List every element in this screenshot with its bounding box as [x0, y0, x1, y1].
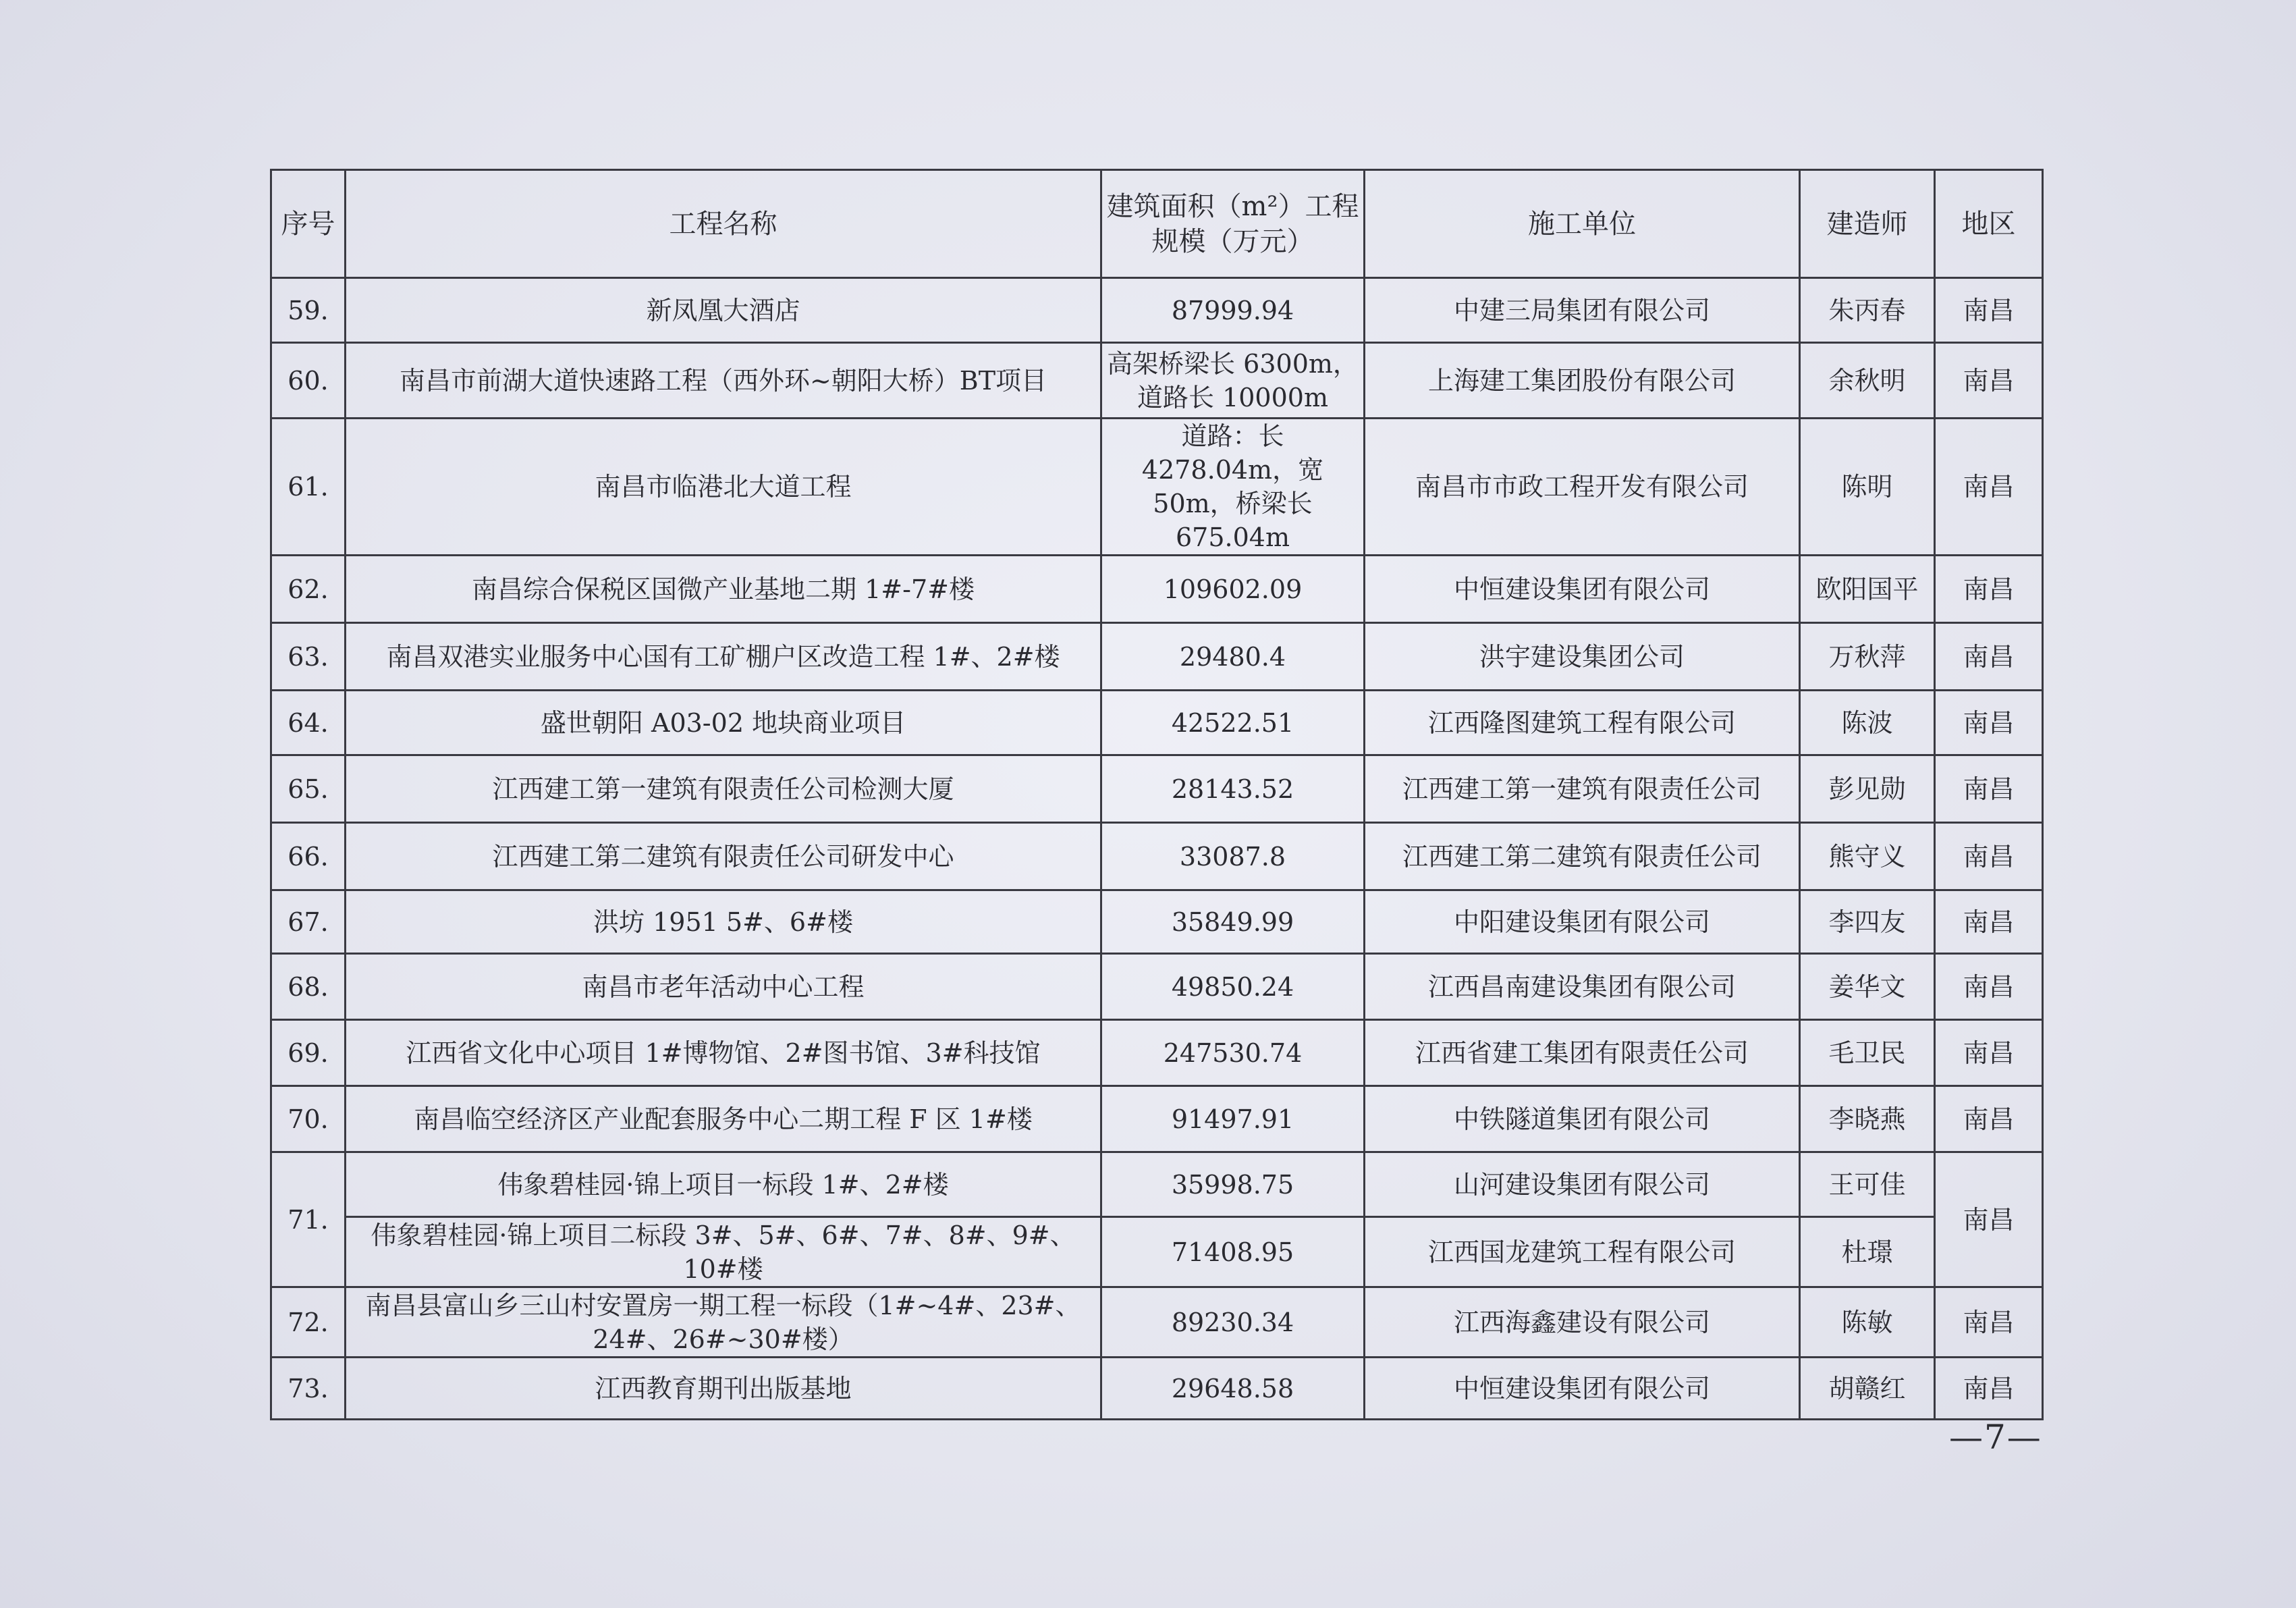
row-project-name: 南昌市临港北大道工程 [346, 419, 1101, 556]
row-scale: 35998.75 [1101, 1152, 1365, 1217]
row-scale: 29648.58 [1101, 1358, 1365, 1420]
row-contractor: 江西隆图建筑工程有限公司 [1365, 691, 1800, 755]
row-contractor: 上海建工集团股份有限公司 [1365, 343, 1800, 419]
project-table [270, 169, 2044, 1420]
row-seq: 69. [271, 1020, 346, 1086]
header-builder: 建造师 [1800, 170, 1935, 278]
row-scale: 247530.74 [1101, 1020, 1365, 1086]
row-builder: 杜璟 [1800, 1217, 1935, 1287]
header-region: 地区 [1935, 170, 2043, 278]
table-row [271, 1020, 2043, 1086]
row-region: 南昌 [1935, 823, 2043, 890]
row-seq: 72. [271, 1287, 346, 1358]
row-project-name: 江西教育期刊出版基地 [346, 1358, 1101, 1420]
table-row [271, 343, 2043, 419]
row-builder: 陈明 [1800, 419, 1935, 556]
row-builder: 余秋明 [1800, 343, 1935, 419]
table-row [271, 556, 2043, 623]
row-project-name: 江西省文化中心项目 1#博物馆、2#图书馆、3#科技馆 [346, 1020, 1101, 1086]
row-scale: 道路：长 4278.04m，宽 50m，桥梁长 675.04m [1101, 419, 1365, 556]
table-row [271, 755, 2043, 823]
table-row [271, 1217, 2043, 1287]
header-seq: 序号 [271, 170, 346, 278]
row-project-name: 江西建工第一建筑有限责任公司检测大厦 [346, 755, 1101, 823]
row-contractor: 中阳建设集团有限公司 [1365, 890, 1800, 954]
row-scale: 109602.09 [1101, 556, 1365, 623]
row-scale: 89230.34 [1101, 1287, 1365, 1358]
row-scale: 42522.51 [1101, 691, 1365, 755]
header-scale: 建筑面积（m²）工程规模（万元） [1101, 170, 1365, 278]
row-region: 南昌 [1935, 1020, 2043, 1086]
row-project-name: 南昌市前湖大道快速路工程（西外环~朝阳大桥）BT项目 [346, 343, 1101, 419]
row-builder: 陈波 [1800, 691, 1935, 755]
row-scale: 71408.95 [1101, 1217, 1365, 1287]
row-builder: 李四友 [1800, 890, 1935, 954]
row-contractor: 江西建工第一建筑有限责任公司 [1365, 755, 1800, 823]
row-seq: 64. [271, 691, 346, 755]
row-seq: 73. [271, 1358, 346, 1420]
row-seq: 60. [271, 343, 346, 419]
row-region: 南昌 [1935, 556, 2043, 623]
row-project-name: 新凤凰大酒店 [346, 278, 1101, 343]
row-builder: 熊守义 [1800, 823, 1935, 890]
row-region: 南昌 [1935, 278, 2043, 343]
row-seq: 62. [271, 556, 346, 623]
table-row [271, 1287, 2043, 1358]
row-builder: 姜华文 [1800, 954, 1935, 1020]
row-contractor: 中恒建设集团有限公司 [1365, 1358, 1800, 1420]
row-contractor: 江西建工第二建筑有限责任公司 [1365, 823, 1800, 890]
header-project-name: 工程名称 [346, 170, 1101, 278]
row-builder: 胡赣红 [1800, 1358, 1935, 1420]
row-region: 南昌 [1935, 954, 2043, 1020]
row-project-name: 南昌双港实业服务中心国有工矿棚户区改造工程 1#、2#楼 [346, 623, 1101, 691]
row-contractor: 山河建设集团有限公司 [1365, 1152, 1800, 1217]
row-project-name: 南昌临空经济区产业配套服务中心二期工程 F 区 1#楼 [346, 1086, 1101, 1152]
row-scale: 28143.52 [1101, 755, 1365, 823]
row-contractor: 江西国龙建筑工程有限公司 [1365, 1217, 1800, 1287]
table-row [271, 1152, 2043, 1217]
header-contractor: 施工单位 [1365, 170, 1800, 278]
row-seq: 71. [271, 1152, 346, 1287]
row-scale: 91497.91 [1101, 1086, 1365, 1152]
row-builder: 毛卫民 [1800, 1020, 1935, 1086]
row-builder: 欧阳国平 [1800, 556, 1935, 623]
row-contractor: 洪宇建设集团公司 [1365, 623, 1800, 691]
row-seq: 61. [271, 419, 346, 556]
row-project-name: 南昌市老年活动中心工程 [346, 954, 1101, 1020]
row-builder: 朱丙春 [1800, 278, 1935, 343]
table-row [271, 1086, 2043, 1152]
row-region: 南昌 [1935, 755, 2043, 823]
row-seq: 70. [271, 1086, 346, 1152]
row-region: 南昌 [1935, 1086, 2043, 1152]
table-row [271, 1358, 2043, 1420]
row-project-name: 南昌县富山乡三山村安置房一期工程一标段（1#~4#、23#、24#、26#~30#楼） [346, 1287, 1101, 1358]
row-region: 南昌 [1935, 343, 2043, 419]
header-row [271, 170, 2043, 278]
row-project-name: 伟象碧桂园·锦上项目一标段 1#、2#楼 [346, 1152, 1101, 1217]
row-project-name: 盛世朝阳 A03-02 地块商业项目 [346, 691, 1101, 755]
row-contractor: 中铁隧道集团有限公司 [1365, 1086, 1800, 1152]
row-builder: 万秋萍 [1800, 623, 1935, 691]
table-row [271, 623, 2043, 691]
page-number: —7— [1949, 1418, 2042, 1457]
row-seq: 59. [271, 278, 346, 343]
row-project-name: 南昌综合保税区国微产业基地二期 1#-7#楼 [346, 556, 1101, 623]
row-seq: 65. [271, 755, 346, 823]
table-row [271, 954, 2043, 1020]
row-builder: 王可佳 [1800, 1152, 1935, 1217]
row-contractor: 南昌市市政工程开发有限公司 [1365, 419, 1800, 556]
row-scale: 29480.4 [1101, 623, 1365, 691]
table-row [271, 823, 2043, 890]
row-region: 南昌 [1935, 691, 2043, 755]
row-project-name: 伟象碧桂园·锦上项目二标段 3#、5#、6#、7#、8#、9#、10#楼 [346, 1217, 1101, 1287]
row-contractor: 江西省建工集团有限责任公司 [1365, 1020, 1800, 1086]
row-contractor: 中建三局集团有限公司 [1365, 278, 1800, 343]
table-body [271, 170, 2043, 1420]
row-region: 南昌 [1935, 1152, 2043, 1287]
row-project-name: 洪坊 1951 5#、6#楼 [346, 890, 1101, 954]
table-row [271, 691, 2043, 755]
row-contractor: 江西海鑫建设有限公司 [1365, 1287, 1800, 1358]
row-scale: 高架桥梁长 6300m，道路长 10000m [1101, 343, 1365, 419]
row-scale: 35849.99 [1101, 890, 1365, 954]
row-scale: 33087.8 [1101, 823, 1365, 890]
row-seq: 63. [271, 623, 346, 691]
row-project-name: 江西建工第二建筑有限责任公司研发中心 [346, 823, 1101, 890]
row-region: 南昌 [1935, 623, 2043, 691]
row-seq: 67. [271, 890, 346, 954]
row-scale: 87999.94 [1101, 278, 1365, 343]
row-seq: 68. [271, 954, 346, 1020]
table-row [271, 419, 2043, 556]
row-region: 南昌 [1935, 890, 2043, 954]
table-row [271, 278, 2043, 343]
row-region: 南昌 [1935, 1358, 2043, 1420]
row-region: 南昌 [1935, 419, 2043, 556]
table-row [271, 890, 2043, 954]
row-builder: 彭见勋 [1800, 755, 1935, 823]
row-region: 南昌 [1935, 1287, 2043, 1358]
row-builder: 陈敏 [1800, 1287, 1935, 1358]
row-contractor: 中恒建设集团有限公司 [1365, 556, 1800, 623]
row-seq: 66. [271, 823, 346, 890]
row-scale: 49850.24 [1101, 954, 1365, 1020]
row-contractor: 江西昌南建设集团有限公司 [1365, 954, 1800, 1020]
row-builder: 李晓燕 [1800, 1086, 1935, 1152]
